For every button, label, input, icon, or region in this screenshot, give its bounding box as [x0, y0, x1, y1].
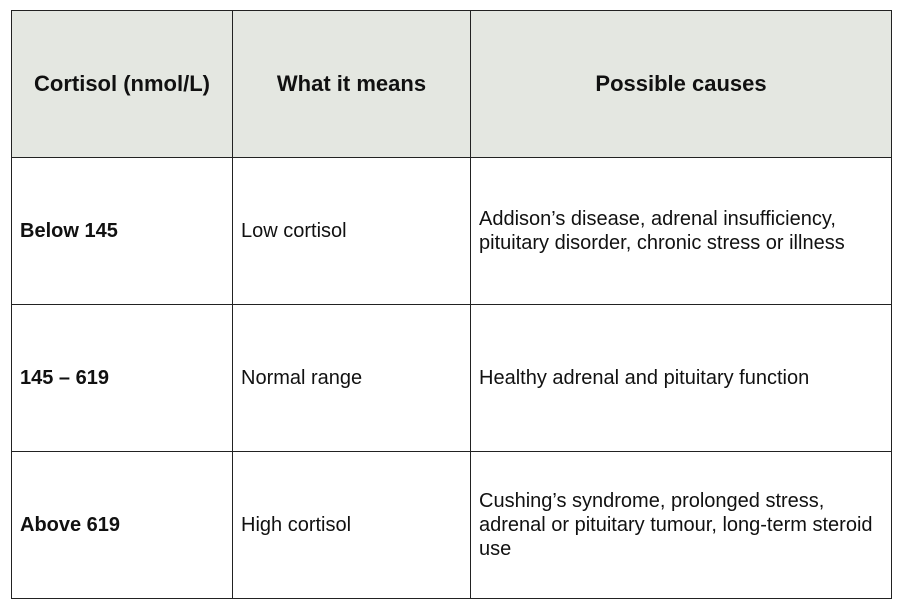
table-body [12, 158, 892, 599]
table-row-high [12, 452, 892, 599]
cortisol-level-cell: Below 145 [12, 158, 233, 305]
cortisol-level-cell: 145 – 619 [12, 305, 233, 452]
meaning-cell: High cortisol [233, 452, 471, 599]
header-cortisol-level: Cortisol (nmol/L) [12, 11, 233, 158]
causes-cell: Addison’s disease, adrenal insufficiency, pituitary disorder, chronic stress or illness [471, 158, 892, 305]
header-possible-causes: Possible causes [471, 11, 892, 158]
cortisol-level-cell: Above 619 [12, 452, 233, 599]
header-row [12, 11, 892, 158]
meaning-cell: Normal range [233, 305, 471, 452]
header-meaning: What it means [233, 11, 471, 158]
table-row-low [12, 158, 892, 305]
table-row-normal [12, 305, 892, 452]
cortisol-levels-table [11, 10, 892, 599]
meaning-cell: Low cortisol [233, 158, 471, 305]
table-header [12, 11, 892, 158]
causes-cell: Cushing’s syndrome, prolonged stress, adrenal or pituitary tumour, long-term steroid use [471, 452, 892, 599]
causes-cell: Healthy adrenal and pituitary function [471, 305, 892, 452]
